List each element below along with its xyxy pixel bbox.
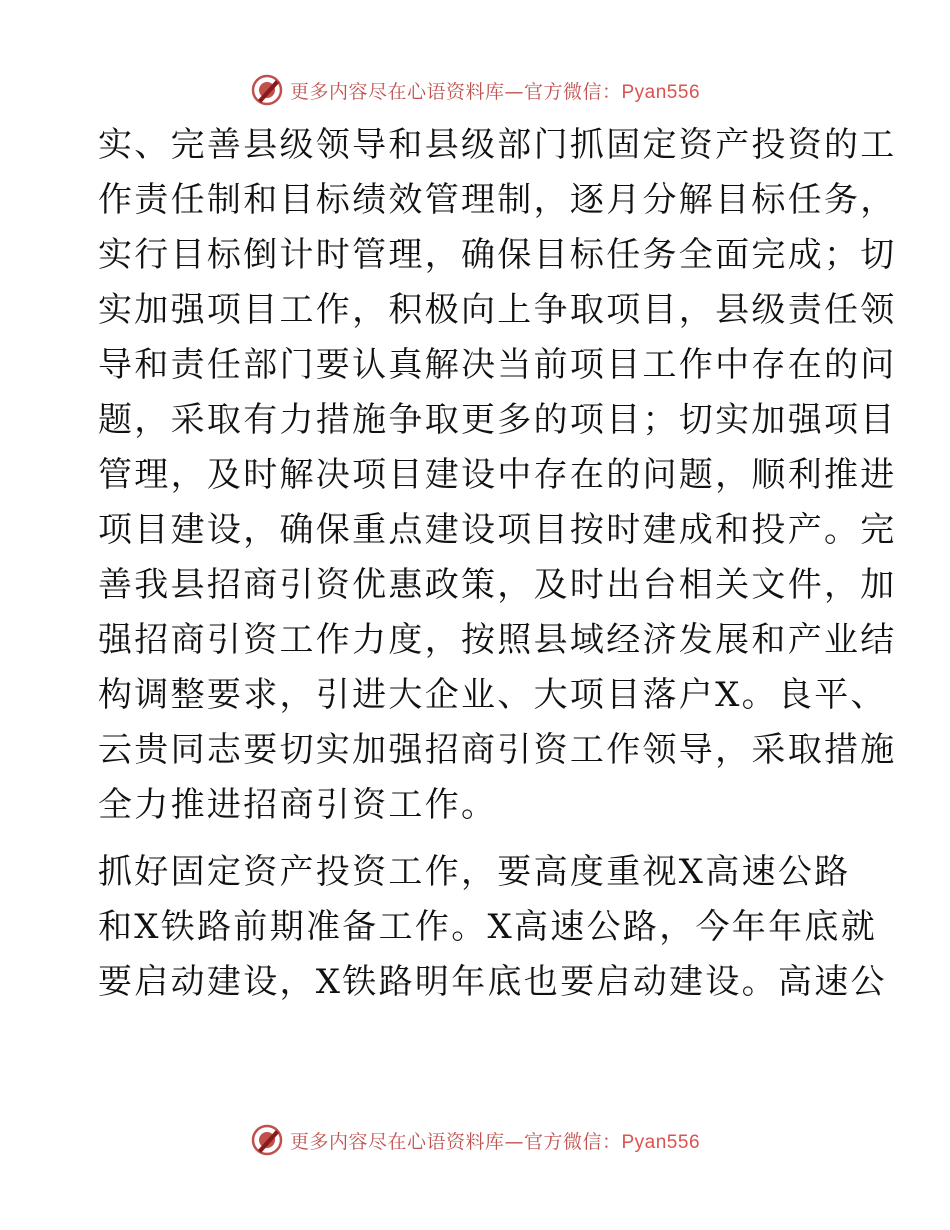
text-line: 题，采取有力措施争取更多的项目；切实加强项目 [98,400,897,440]
text-line: 项目建设，确保重点建设项目按时建成和投产。完 [98,510,897,550]
banner-contact: Pyan556 [621,81,701,103]
text-line: 导和责任部门要认真解决当前项目工作中存在的问 [98,345,897,385]
text-line: 管理，及时解决项目建设中存在的问题，顺利推进 [98,455,897,495]
paragraph-1 [98,118,897,833]
banner-label: 更多内容尽在心语资料库—官方微信： [289,1130,622,1153]
text-line: 善我县招商引资优惠政策，及时出台相关文件，加 [98,565,897,605]
text-line: 和X铁路前期准备工作。X高速公路，今年年底就 [98,907,878,947]
text-line: 实、完善县级领导和县级部门抓固定资产投资的工 [98,125,897,165]
text-line: 作责任制和目标绩效管理制，逐月分解目标任务， [98,180,897,220]
banner-label: 更多内容尽在心语资料库—官方微信： [289,80,622,103]
banner-contact: Pyan556 [621,1131,701,1153]
text-line: 强招商引资工作力度，按照县域经济发展和产业结 [98,620,897,660]
text-line: 云贵同志要切实加强招商引资工作领导，采取措施 [98,730,897,770]
text-line: 全力推进招商引资工作。 [98,785,498,825]
pen-seal-icon [250,73,284,107]
text-line: 抓好固定资产投资工作，要高度重视X高速公路 [98,852,851,892]
document-body [98,118,897,1010]
header-banner [0,70,950,110]
pen-seal-icon [250,1123,284,1157]
text-line: 实加强项目工作，积极向上争取项目，县级责任领 [98,290,897,330]
paragraph-gap [98,833,858,845]
banner-text [290,1127,700,1154]
footer-banner [0,1120,950,1160]
banner-text [290,77,700,104]
paragraph-2 [98,845,887,1010]
text-line: 实行目标倒计时管理，确保目标任务全面完成；切 [98,235,897,275]
text-line: 要启动建设，X铁路明年底也要启动建设。高速公 [98,962,887,1002]
text-line: 构调整要求，引进大企业、大项目落户X。良平、 [98,675,887,715]
